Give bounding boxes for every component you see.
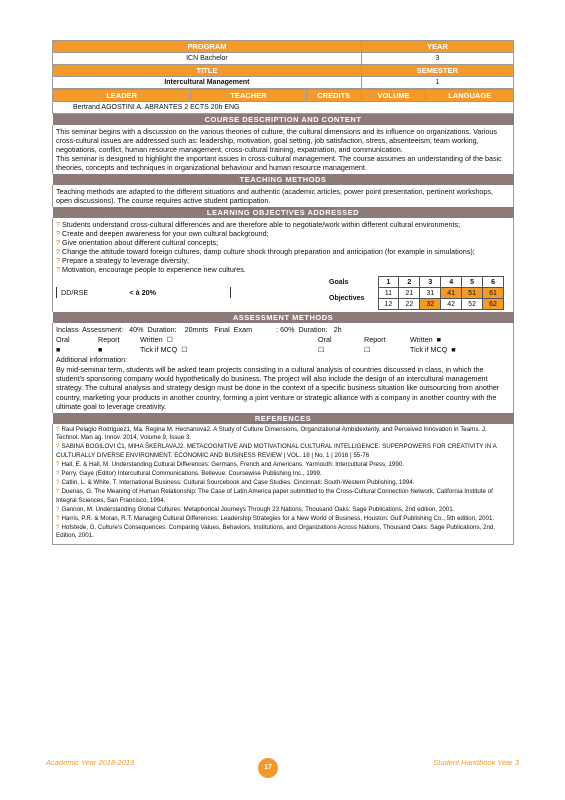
final-exam-types [318,335,480,355]
year-label: YEAR [361,41,513,53]
learning-objectives-body [53,218,514,312]
written-label: Written ☐ [140,335,174,344]
objective-code-selected: 41 [441,288,462,299]
written-checkbox-icon[interactable]: ■ [436,335,441,344]
language-label: LANGUAGE [426,90,514,102]
oral-label: Oral [56,335,70,344]
reference-item: ? Raul Pelagio Rodriguez1, Ma. Regina M. Hechanova2. A Study of Culture Dimensions, Organizational Ambidexterity, and Perceived Innovation in Teams. J. Technol. Man ag. Innov. 2014, Volume 9, Issue 3. [56,426,487,442]
header-table [52,40,514,89]
objective-text: Give orientation about different cultural concepts; [62,238,219,247]
bullet-icon: ? [56,256,60,265]
reference-item: ? Hofstede, G. Culture's Consequences: Comparing Values, Behaviors, Institutions, and Organizations Across Nations, Thousand Oaks: Sage Publications, 2nd. Edition, 2001. [56,524,496,540]
references-heading: REFERENCES [53,413,514,424]
report-label: Report [364,335,386,344]
objective-code-selected: 32 [420,299,441,310]
bullet-icon: ? [56,479,60,487]
staff-table [52,89,514,114]
objective-code: 42 [441,299,462,310]
bullet-icon: ? [56,238,60,247]
bullet-icon: ? [56,220,60,229]
objective-text: Change the attitude toward foreign cultures, damp culture shock through preparation and anticipation (for example in simulations); [62,247,475,256]
course-description-section [52,114,514,174]
objective-text: Create and deepen awareness for your own cultural background; [62,229,269,238]
bullet-icon: ? [56,426,60,434]
teacher-label: TEACHER [191,90,306,102]
objective-item [56,238,510,247]
assessment-heading: ASSESSMENT METHODS [53,312,514,323]
objective-code: 12 [378,299,399,310]
semester-value: 1 [361,77,513,89]
semester-label: SEMESTER [361,65,513,77]
additional-info-label: Additional information: [56,355,128,364]
bullet-icon: ? [56,229,60,238]
title-label: TITLE [53,65,362,77]
dd-rse-box [56,287,231,298]
objective-item [56,256,510,265]
credits-label: CREDITS [306,90,361,102]
footer-academic-year: Academic Year 2018-2019 [46,758,135,767]
mcq-checkbox-icon[interactable]: ■ [451,345,456,354]
goal-number: 6 [483,277,504,288]
program-value: ICN Bachelor [53,53,362,65]
learning-objectives-section [52,207,514,312]
program-label: PROGRAM [53,41,362,53]
teaching-methods-heading: TEACHING METHODS [53,174,514,185]
objective-code: 22 [399,299,420,310]
goals-label: Goals [329,278,349,286]
bullet-icon: ? [56,265,60,274]
bullet-icon: ? [56,488,60,496]
goal-number: 1 [378,277,399,288]
objective-code: 21 [399,288,420,299]
objective-item [56,220,510,229]
oral-checkbox-icon[interactable]: ☐ [318,345,325,354]
reference-item: ? Catlin, L. & White, T. International Business: Cultural Sourcebook and Case Studies. Cincinnati: South-Western Publishing, 1994. [56,479,415,487]
objectives-label: Objectives [329,295,365,302]
assessment-section [52,312,514,413]
leader-label: LEADER [53,90,191,102]
objective-item [56,265,510,274]
objective-text: Prepare a strategy to leverage diversity; [62,256,190,265]
year-value: 3 [361,53,513,65]
staff-line: Bertrand AGOSTINI A. ABRANTES 2 ECTS 20h ENG [53,102,514,114]
inclass-assessment-types [56,335,216,355]
dd-value: < à 20% [129,288,156,297]
goal-number: 2 [399,277,420,288]
bullet-icon: ? [56,505,60,513]
course-description-para1: This seminar begins with a discussion on the various theories of culture, the cultural dimensions and its influence on organizations. Various cross-cultural issues are addressed such as: leadership, motivation, goal setting, job satisfaction, stress, absenteeism, team working, negotiations, conflict, human resource management, cross-cultural training, expatriation, and communication. [56,127,497,154]
objective-code-selected: 61 [483,288,504,299]
learning-objectives-heading: LEARNING OBJECTIVES ADDRESSED [53,207,514,218]
mcq-checkbox-icon[interactable]: ☐ [181,345,188,354]
dd-label: DD/RSE [61,288,89,297]
written-label: Written ■ [410,335,441,344]
assessment-weights: Inclass Assessment: 40% Duration: 20mnts Final Exam : 60% Duration: 2h [56,325,342,334]
volume-label: VOLUME [361,90,426,102]
report-label: Report [98,335,120,344]
bullet-icon: ? [56,470,60,478]
course-description-body [53,125,514,174]
report-checkbox-icon[interactable]: ■ [98,345,103,354]
mcq-label: Tick if MCQ ☐ [140,345,188,354]
objective-text: Motivation, encourage people to experience new cultures. [62,265,246,274]
bullet-icon: ? [56,247,60,256]
course-description-para2: This seminar is designed to highlight the important issues in cross-cultural management. The course assumes an understanding of the basic theories, concepts and techniques in organizational behaviour and human resource management. [56,154,502,172]
objective-item [56,229,510,238]
report-checkbox-icon[interactable]: ☐ [364,345,371,354]
teaching-methods-section [52,174,514,207]
reference-item: ? Gannon, M. Understanding Global Cultures: Metaphorical Journeys Through 23 Nations, Thousand Oaks: Sage Publications, 2nd edition, 2001. [56,505,455,513]
mcq-label: Tick if MCQ ■ [410,345,456,354]
additional-info-text: By mid-seminar term, students will be asked team projects consisting in a cultural analysis of countries discussed in class, in which the student's sponsoring company would hypothetically do business. The project will also include the design of an intercultural management strategy. The cultural analysis and strategy design must be done in the context of a specific business situation like outsourcing from another country, marketing your products in another country, forming a joint venture or strategic alliance with a company in another country with the ultimate goal to leverage creativity. [56,365,500,411]
oral-label: Oral [318,335,332,344]
objective-item [56,247,510,256]
goal-number: 3 [420,277,441,288]
reference-item: ? Perry, Gaye (Editor) Intercultural Communications. Bellevue: Coursewise Publishing Inc., 1999. [56,470,322,478]
objective-text: Students understand cross-cultural differences and are therefore able to negotiate/work within different cultural environments; [62,220,461,229]
oral-checkbox-icon[interactable]: ■ [56,345,61,354]
page-number: 17 [258,758,278,778]
bullet-icon: ? [56,443,60,451]
reference-item: ? Hall, E. & Hall, M. Understanding Cultural Differences: Germans, French and Americans. Yarmouth: Intercultural Press, 1990. [56,460,404,468]
goal-number: 5 [462,277,483,288]
title-value: Intercultural Management [53,77,362,89]
references-section [52,413,514,545]
objective-code: 52 [462,299,483,310]
assessment-body [53,323,514,413]
objective-code-selected: 62 [483,299,504,310]
goal-number: 4 [441,277,462,288]
assessment-types-row [56,335,510,355]
references-body [53,424,514,544]
written-checkbox-icon[interactable]: ☐ [166,335,174,344]
bullet-icon: ? [56,515,60,523]
objective-code: 11 [378,288,399,299]
bullet-icon: ? [56,524,60,532]
dd-goals-row [56,276,510,310]
teaching-methods-text: Teaching methods are adapted to the different situations and authentic (academic articles, power point presentation, pertinent workshops, open discussions). The course requires active student participation. [53,185,514,207]
reference-item: ? Duenas, G. The Meaning of Human Relationship: The Case of Latin America paper submitted to the Cross-Cultural Connection Network, California Institute of Integral Sciences, San Francisco, 1994. [56,488,493,504]
course-description-heading: COURSE DESCRIPTION AND CONTENT [53,114,514,125]
footer-handbook: Student Handbook Year 3 [433,758,519,767]
goals-table [326,276,504,310]
reference-item: ? SABINA BOGILOVI Ć1, MIHA ŠKERLAVAJ2. METACOGNITIVE AND MOTIVATIONAL CULTURAL INTELLIGENCE: SUPERPOWERS FOR CREATIVITY IN A CULTURALLY DIVERSE ENVIRONMENT. ECONOMIC AND BUSINESS REVIEW | VOL. 18 | No. 1 | 2016 | 55-76 [56,443,497,459]
reference-item: ? Harris, P.R. & Moran, R.T. Managing Cultural Differences: Leadership Strategies for a New World of Business, Houston: Gulf Publishing Co., 5th edition, 2001. [56,515,495,523]
objective-code-selected: 51 [462,288,483,299]
course-sheet [52,40,514,545]
bullet-icon: ? [56,460,60,468]
objective-code: 31 [420,288,441,299]
